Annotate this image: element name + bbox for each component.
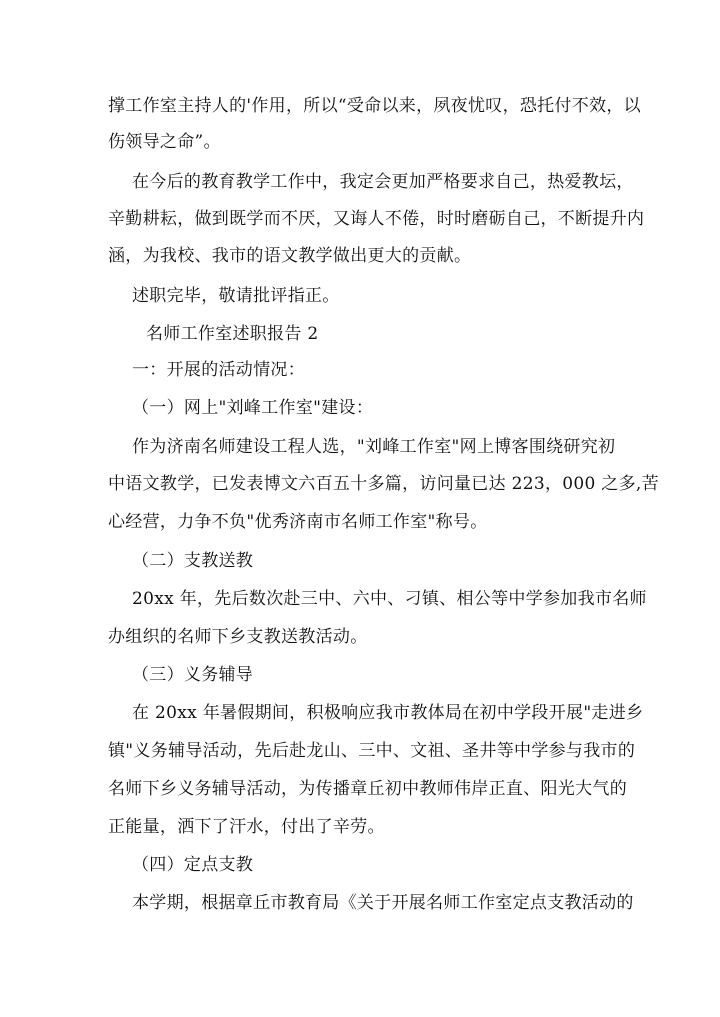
section-heading: 一：开展的活动情况： xyxy=(132,360,305,380)
paragraph-line: 本学期，根据章丘市教育局《关于开展名师工作室定点支教活动的 xyxy=(132,893,634,913)
paragraph-line: 述职完毕，敬请批评指正。 xyxy=(132,286,340,306)
paragraph-line: 名师下乡义务辅导活动，为传播章丘初中教师伟岸正直、阳光大气的 xyxy=(108,779,627,799)
paragraph-line: 撑工作室主持人的'作用，所以“受命以来，夙夜忧叹，恐托付不效，以 xyxy=(108,96,641,116)
paragraph-line: 在今后的教育教学工作中，我定会更加严格要求自己，热爱教坛， xyxy=(132,172,634,192)
subsection-heading: （三）义务辅导 xyxy=(132,665,254,685)
paragraph-line: 作为济南名师建设工程人选，"刘峰工作室"网上博客围绕研究初 xyxy=(132,437,616,457)
paragraph-line: 辛勤耕耘，做到既学而不厌，又诲人不倦，时时磨砺自己，不断提升内 xyxy=(108,209,645,229)
paragraph-line: 涵，为我校、我市的语文教学做出更大的贡献。 xyxy=(108,246,472,266)
subsection-heading: （二）支教送教 xyxy=(132,551,254,571)
paragraph-line: 办组织的名师下乡支教送教活动。 xyxy=(108,627,368,647)
paragraph-line: 伤领导之命”。 xyxy=(108,132,221,152)
report-title: 名师工作室述职报告 2 xyxy=(146,324,319,344)
paragraph-line: 正能量，洒下了汗水，付出了辛劳。 xyxy=(108,817,385,837)
paragraph-line: 中语文教学，已发表博文六百五十多篇，访问量已达 223，000 之多,苦 xyxy=(108,474,659,494)
paragraph-line: 在 20xx 年暑假期间，积极响应我市教体局在初中学段开展"走进乡 xyxy=(132,703,644,723)
paragraph-line: 20xx 年，先后数次赴三中、六中、刁镇、相公等中学参加我市名师 xyxy=(132,589,647,609)
paragraph-line: 镇"义务辅导活动，先后赴龙山、三中、文祖、圣井等中学参与我市的 xyxy=(108,741,636,761)
subsection-heading: （一）网上"刘峰工作室"建设： xyxy=(132,398,374,418)
subsection-heading: （四）定点支教 xyxy=(132,855,254,875)
paragraph-line: 心经营，力争不负"优秀济南市名师工作室"称号。 xyxy=(108,512,488,532)
